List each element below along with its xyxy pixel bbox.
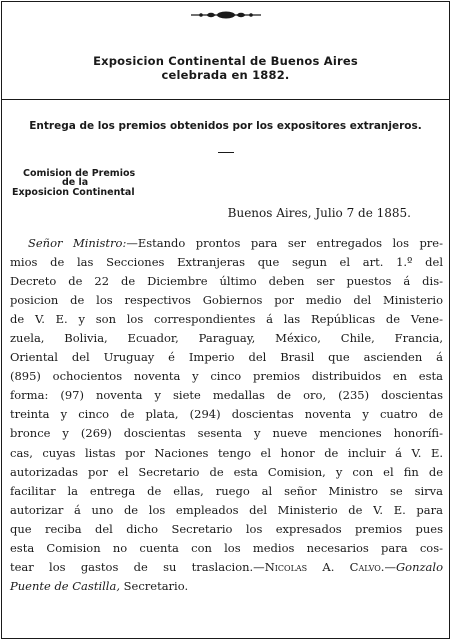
sender-line-2: de la (62, 177, 89, 188)
letter-line: posicion de los respectivos Gobiernos por medio del Ministerio (10, 293, 443, 308)
letter-line: Oriental del Uruguay é Imperio del Brasil que ascienden á (10, 350, 443, 365)
document-title: Exposicion Continental de Buenos Aires (93, 54, 358, 68)
document-page (1, 1, 450, 639)
short-divider (218, 152, 234, 153)
letter-line: cas, cuyas listas por Naciones tengo el honor de incluir á V. E. (10, 445, 443, 460)
secretary-first-name: Gonzalo (395, 559, 443, 574)
letter-line: Decreto de 22 de Diciembre último deben ser puestos á dis- (10, 274, 443, 289)
sender-line-3: Exposicion Continental (12, 187, 135, 198)
letter-body (10, 234, 443, 596)
letter-line: esta Comision no cuenta con los medios necesarios para cos- (10, 540, 443, 555)
secretary-name: Puente de Castilla, (10, 578, 120, 593)
document-title-line2: celebrada en 1882. (161, 68, 290, 82)
section-heading: Entrega de los premios obtenidos por los expositores extranjeros. (29, 120, 422, 132)
letter-line: autorizadas por el Secretario de esta Comision, y con el fin de (10, 464, 443, 479)
salutation: Señor Ministro: (28, 236, 127, 250)
letter-line: facilitar la entrega de ellas, ruego al señor Ministro se sirva (10, 483, 443, 498)
letter-line: que reciba del dicho Secretario los expresados premios pues (10, 521, 443, 536)
letter-line: bronce y (269) doscientas sesenta y nueve menciones honorífi- (10, 426, 443, 441)
letter-line: de V. E. y son los correspondientes á las Repúblicas de Vene- (10, 312, 443, 327)
ornament-divider (2, 11, 449, 19)
dateline: Buenos Aires, Julio 7 de 1885. (227, 206, 411, 220)
letter-line (10, 577, 443, 596)
letter-line: (895) ochocientos noventa y cinco premios distribuidos en esta (10, 369, 443, 384)
letter-line: tear los gastos de su traslacion.—Nicolas A. Calvo.—Gonzalo (10, 559, 443, 574)
letter-line: autorizar á uno de los empleados del Ministerio de V. E. para (10, 502, 443, 517)
letter-line: forma: (97) noventa y siete medallas de oro, (235) doscientas (10, 388, 443, 403)
secretary-title: Secretario. (120, 578, 189, 593)
horizontal-rule (2, 99, 449, 100)
letter-line: zuela, Bolivia, Ecuador, Paraguay, México, Chile, Francia, (10, 331, 443, 346)
letter-line: Señor Ministro:—Estando prontos para ser entregados los pre- (28, 236, 444, 250)
letter-line: treinta y cinco de plata, (294) doscientas noventa y cuatro de (10, 407, 443, 422)
sender-line-1: Comision de Premios (23, 168, 136, 179)
ornament-icon (191, 11, 261, 19)
letter-line: mios de las Secciones Extranjeras que segun el art. 1.º del (10, 255, 443, 270)
signer-name: Nicolas A. Calvo. (264, 559, 385, 574)
